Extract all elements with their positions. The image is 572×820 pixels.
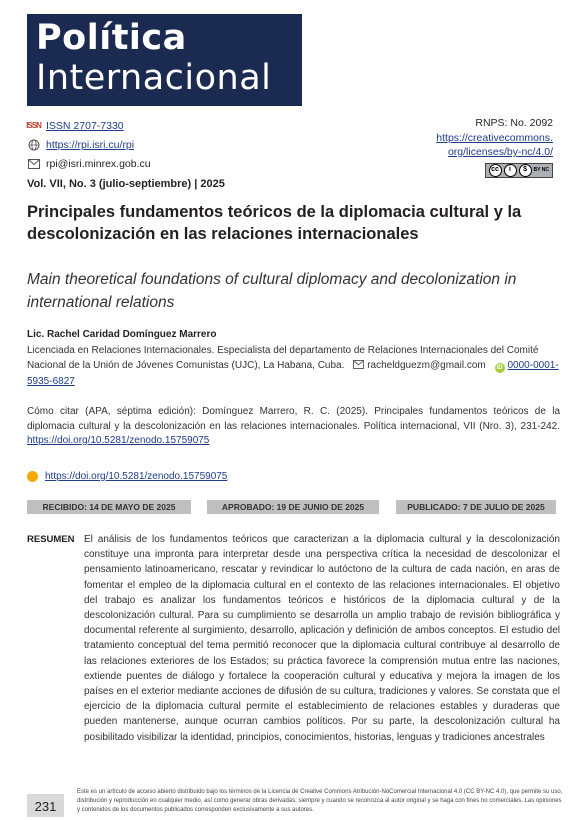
citation-block	[27, 405, 560, 449]
volume-info: Vol. VII, No. 3 (julio-septiembre) | 2025	[27, 178, 225, 190]
doi-link[interactable]: https://doi.org/10.5281/zenodo.15759075	[45, 471, 228, 482]
license-link-line2[interactable]: org/licenses/by-nc/4.0/	[447, 146, 553, 158]
journal-email[interactable]: rpi@isri.minrex.gob.cu	[46, 157, 151, 170]
author-email[interactable]: racheldguezm@gmail.com	[367, 360, 486, 371]
envelope-icon	[353, 359, 364, 374]
logo-title-line2: Internacional	[36, 58, 272, 98]
logo-title-line1: Política	[36, 18, 187, 58]
approved-date: APROBADO: 19 DE JUNIO DE 2025	[207, 500, 379, 514]
creative-commons-icon[interactable]	[485, 163, 553, 178]
author-affiliation-block	[27, 343, 560, 389]
doi-icon	[27, 471, 38, 482]
issn-link[interactable]: ISSN 2707-7330	[46, 119, 124, 132]
cc-symbol-icon: cc	[489, 164, 502, 177]
published-date: PUBLICADO: 7 DE JULIO DE 2025	[396, 500, 556, 514]
license-link-line1[interactable]: https://creativecommons.	[436, 131, 553, 144]
license-footnote: Este es un artículo de acceso abierto distribuido bajo los términos de la Licencia de Creative Commons Atribución-NoComercial Internacional 4.0 (CC BY-NC 4.0), que permite su uso, distribución y reproducción en cualquier medio, así como generar obras derivadas; siempre y cuando se reconozca al autor original y se haga con fines no comerciales. Las opiniones y contenidos de los documentos publicados corresponden exclusivamente a sus autores.	[77, 789, 563, 813]
issn-row	[27, 116, 151, 135]
journal-meta-left	[27, 116, 151, 173]
author-affiliation: Licenciada en Relaciones Internacionales. Especialista del departamento de Relaciones Internacionales del Comité Nacional de la Unión de Jóvenes Comunistas (UJC), La Habana, Cuba.	[27, 345, 539, 371]
received-date: RECIBIDO: 14 DE MAYO DE 2025	[27, 500, 191, 514]
journal-logo	[27, 14, 302, 106]
issn-icon: ISSN	[26, 121, 41, 130]
journal-meta-right	[383, 116, 553, 178]
citation-text: Cómo citar (APA, séptima edición): Domínguez Marrero, R. C. (2025). Principales fundamentos teóricos de la diplomacia cultural y la descolonización en las relaciones internacionales. Política internacional, VII (Nro. 3), 231-242.	[27, 406, 560, 432]
website-link[interactable]: https://rpi.isri.cu/rpi	[46, 138, 135, 151]
citation-doi-link[interactable]: https://doi.org/10.5281/zenodo.15759075	[27, 435, 210, 446]
doi-row	[27, 471, 227, 482]
author-name: Lic. Rachel Caridad Domínguez Marrero	[27, 329, 217, 340]
author-orcid-link[interactable]: 0000-0001-5935-6827	[27, 360, 559, 387]
envelope-icon	[27, 157, 40, 170]
cc-badge-label: BY NC	[533, 166, 549, 173]
orcid-icon: iD	[496, 365, 503, 371]
globe-icon	[27, 138, 40, 151]
page-number: 231	[27, 794, 64, 817]
article-title-english: Main theoretical foundations of cultural diplomacy and decolonization in international relations	[27, 271, 517, 311]
abstract-label: RESUMEN	[27, 534, 75, 545]
email-row	[27, 154, 151, 173]
website-row	[27, 135, 151, 154]
nc-symbol-icon: $	[519, 164, 532, 177]
article-title-spanish: Principales fundamentos teóricos de la diplomacia cultural y la descolonización en las relaciones internacionales	[27, 203, 522, 243]
abstract-text: El análisis de los fundamentos teóricos que caracterizan a la diplomacia cultural y la descolonización constituye una impronta para interpretar desde una perspectiva crítica la necesidad de descolonizar el pensamiento latinoamericano, rescatar y revindicar lo autóctono de la cultura de cada nación, en aras de fomentar el empleo de la diplomacia cultural en el contexto de las relaciones internacionales. El objetivo del trabajo es analizar los fundamentos teóricos e históricos de la diplomacia cultural y de la descolonización cultural. Para su cumplimiento se desarrolla un amplio trabajo de revisión bibliográfica y documental referente al surgimiento, desarrollo, aplicación y definición de ambos conceptos. El estudio del tratamiento conceptual del tema permitió reconocer que la diplomacia cultural contribuye al desarrollo de las relaciones exteriores de los Estados; su práctica favorece la comprensión mutua entre las naciones, extiende puentes de diálogo y fortalece la cooperación cultural y educativa y mejora la imagen de los países en el exterior mediante acciones de difusión de su cultura, tradiciones y valores. Se constata que el ejercicio de la diplomacia cultural permite el establecimiento de relaciones estables y duraderas que pueden mantenerse, aunque ocurran cambios políticos. Por su parte, la descolonización cultural ha posibilitado visibilizar la identidad, principios, conocimientos, historias, lenguas y tradiciones ancestrales	[84, 534, 560, 743]
by-symbol-icon: i	[504, 164, 517, 177]
rnps-number: RNPS: No. 2092	[475, 117, 553, 129]
